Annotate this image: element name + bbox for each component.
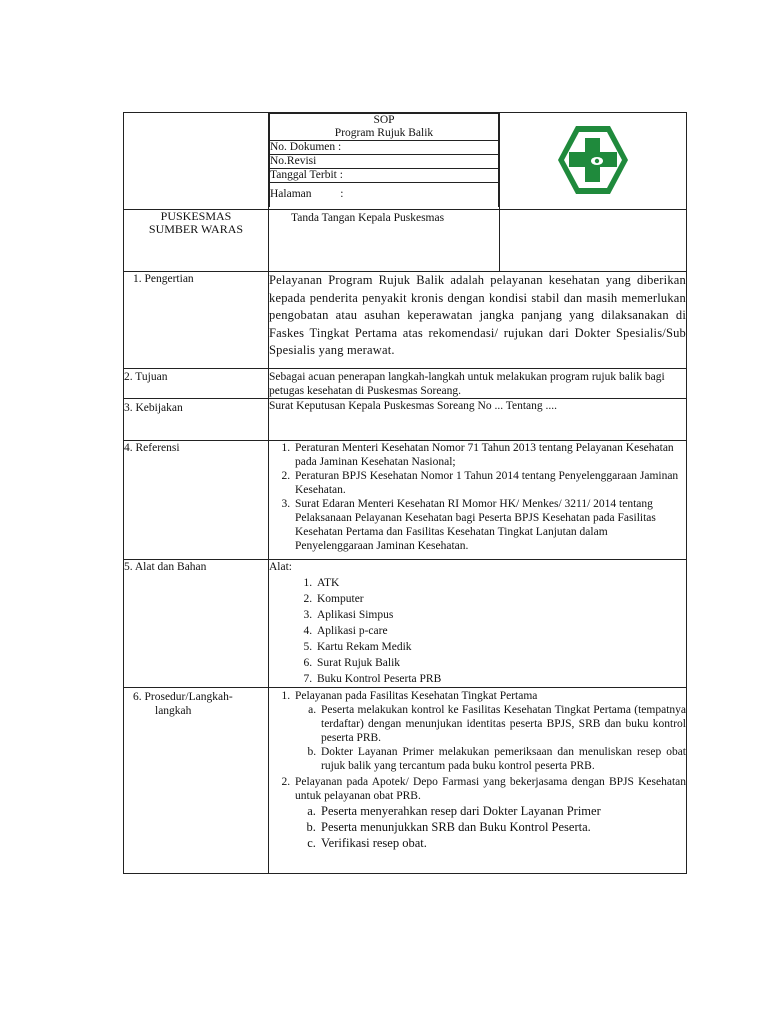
list-item: 2. Komputer — [315, 591, 686, 607]
halaman: Halaman : — [270, 183, 499, 208]
list-item: a. Peserta menyerahkan resep dari Dokter Layanan Primer — [319, 803, 686, 819]
list-item — [293, 689, 686, 773]
header-blank-cell — [124, 113, 269, 210]
org-name-line1: PUSKESMAS — [160, 209, 232, 223]
puskesmas-logo-icon — [556, 124, 630, 196]
prosedur-label — [124, 688, 269, 874]
prosedur-cell — [269, 688, 687, 874]
referensi-cell — [269, 441, 687, 560]
substep-list — [295, 703, 686, 773]
list-item: 5. Kartu Rekam Medik — [315, 639, 686, 655]
header-info-cell — [269, 113, 500, 210]
substep-list — [295, 803, 686, 851]
tujuan-text: Sebagai acuan penerapan langkah-langkah untuk melakukan program rujuk balik bagi petugas kesehatan di Puskesmas Soreang. — [269, 369, 687, 399]
alat-list — [269, 575, 686, 687]
pengertian-text: Pelayanan Program Rujuk Balik adalah pelayanan kesehatan yang diberikan kepada penderita penyakit kronis dengan kondisi stabil dan masih memerlukan pengobatan atau asuhan keperawatan jangka panjang yang dilaksanakan di Faskes Tingkat Pertama atas rekomendasi/ rujukan dari Dokter Spesialis/Sub Spesialis yang merawat. — [269, 272, 687, 369]
list-item: b. Peserta menunjukkan SRB dan Buku Kontrol Peserta. — [319, 819, 686, 835]
signature-label: Tanda Tangan Kepala Puskesmas — [291, 212, 445, 224]
signature-cell — [269, 210, 500, 272]
step-text: Pelayanan pada Apotek/ Depo Farmasi yang bekerjasama dengan BPJS Kesehatan untuk pelayanan obat PRB. — [295, 776, 686, 802]
signature-blank-cell — [500, 210, 687, 272]
prosedur-label-line1: 6. Prosedur/Langkah- — [133, 691, 233, 703]
kebijakan-label: 3. Kebijakan — [124, 399, 269, 441]
list-item: 1. Peraturan Menteri Kesehatan Nomor 71 Tahun 2013 tentang Pelayanan Kesehatan pada Jaminan Kesehatan Nasional; — [293, 441, 686, 469]
kebijakan-text: Surat Keputusan Kepala Puskesmas Soreang No ... Tentang .... — [269, 399, 687, 441]
list-item: b. Dokter Layanan Primer melakukan pemeriksaan dan menuliskan resep obat rujuk balik yang tercantum pada buku kontrol peserta PRB. — [319, 745, 686, 773]
org-name-line2: SUMBER WARAS — [148, 222, 244, 236]
sop-subtitle: Program Rujuk Balik — [334, 127, 434, 139]
list-item: 4. Aplikasi p-care — [315, 623, 686, 639]
list-item: a. Peserta melakukan kontrol ke Fasilitas Kesehatan Tingkat Pertama (tempatnya terdaftar) dengan menunjukan identitas peserta BPJS, SRB dan buku kontrol peserta PRB. — [319, 703, 686, 745]
list-item: 7. Buku Kontrol Peserta PRB — [315, 671, 686, 687]
tujuan-label: 2. Tujuan — [124, 369, 269, 399]
sop-document — [123, 112, 686, 874]
prosedur-list — [271, 689, 686, 851]
logo-cell — [500, 113, 687, 210]
referensi-list — [271, 441, 686, 553]
step-text: Pelayanan pada Fasilitas Kesehatan Tingkat Pertama — [295, 690, 538, 702]
list-item: 6. Surat Rujuk Balik — [315, 655, 686, 671]
list-item: 2. Peraturan BPJS Kesehatan Nomor 1 Tahun 2014 tentang Penyelenggaraan Jaminan Kesehatan. — [293, 469, 686, 497]
pengertian-label: 1. Pengertian — [124, 272, 269, 369]
tanggal-terbit: Tanggal Terbit : — [270, 169, 499, 183]
sop-table — [123, 112, 687, 874]
alat-label: 5. Alat dan Bahan — [124, 560, 269, 688]
no-dokumen: No. Dokumen : — [270, 141, 499, 155]
alat-cell — [269, 560, 687, 688]
sop-title: SOP — [373, 114, 395, 126]
list-item: 3. Surat Edaran Menteri Kesehatan RI Momor HK/ Menkes/ 3211/ 2014 tentang Pelaksanaan Pelayanan Kesehatan bagi Peserta BPJS Kesehatan pada Fasilitas Kesehatan Pertama dan Fasilitas Kesehatan Tingkat Lanjutan dalam Penyelenggaraan Jaminan Kesehatan. — [293, 497, 686, 553]
list-item — [293, 775, 686, 851]
no-revisi: No.Revisi — [270, 155, 499, 169]
prosedur-label-line2: langkah — [155, 705, 192, 717]
alat-intro: Alat: — [269, 561, 292, 573]
list-item: 3. Aplikasi Simpus — [315, 607, 686, 623]
list-item: 1. ATK — [315, 575, 686, 591]
referensi-label: 4. Referensi — [124, 441, 269, 560]
list-item: c. Verifikasi resep obat. — [319, 835, 686, 851]
org-cell — [124, 210, 269, 272]
